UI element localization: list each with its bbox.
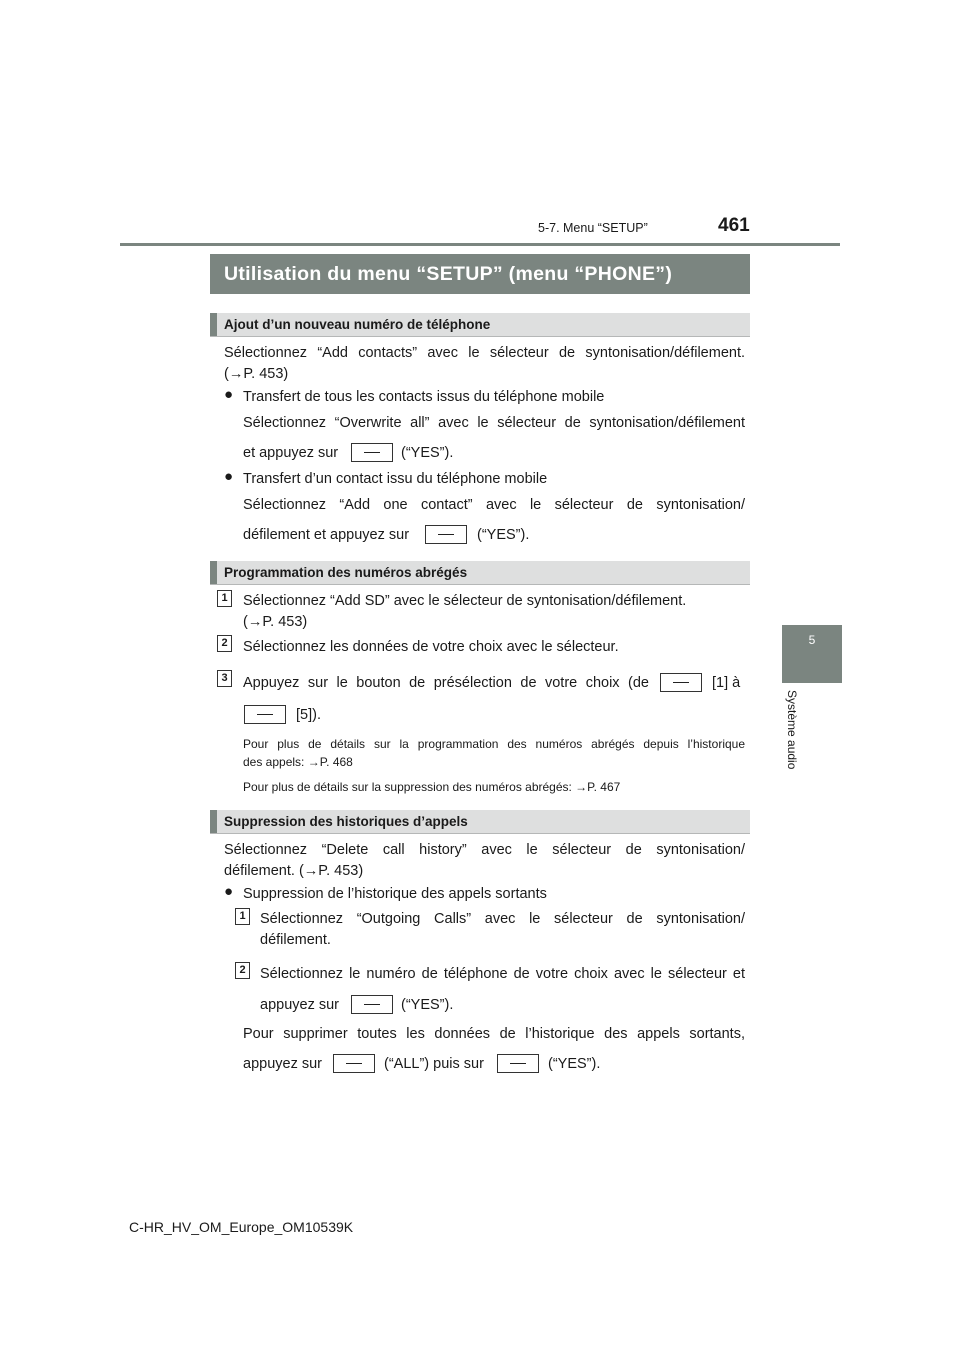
step-number-icon: 3 xyxy=(217,670,232,687)
note-text: Pour plus de détails sur la programmation des numéros abrégés depuis l’historique xyxy=(243,737,745,751)
paragraph: Sélectionnez “Overwrite all” avec le sélecteur de syntonisation/défilement xyxy=(243,415,745,431)
dash-button-icon xyxy=(660,673,702,692)
step-text: Sélectionnez les données de votre choix avec le sélecteur. xyxy=(243,639,619,655)
bullet-icon: ● xyxy=(224,883,234,900)
paragraph: appuyez sur xyxy=(243,1056,322,1072)
step-text: défilement. xyxy=(260,932,331,948)
step-text: appuyez sur xyxy=(260,997,339,1013)
step-number-icon: 2 xyxy=(235,962,250,979)
dash-button-icon xyxy=(333,1054,375,1073)
chapter-tab xyxy=(782,625,842,683)
step-text: [1] à xyxy=(712,675,741,691)
paragraph: Sélectionnez “Delete call history” avec le sélecteur de syntonisation/ xyxy=(224,842,745,858)
dash-button-icon xyxy=(425,525,467,544)
step-text: [5]). xyxy=(296,707,321,723)
bullet-title: Transfert d’un contact issu du téléphone mobile xyxy=(243,471,548,487)
step-text: Appuyez sur le bouton de présélection de votre choix (de xyxy=(243,675,649,691)
dash-button-icon xyxy=(497,1054,539,1073)
page-reference: défilement. (→P. 453) xyxy=(224,863,364,879)
note-text: des appels: →P. 468 xyxy=(243,755,353,769)
page-number: 461 xyxy=(718,215,750,236)
chapter-number: 5 xyxy=(808,633,816,647)
bullet-icon: ● xyxy=(224,386,234,403)
bullet-title: Transfert de tous les contacts issus du téléphone mobile xyxy=(243,389,605,405)
dash-button-icon xyxy=(244,705,286,724)
paragraph: Sélectionnez “Add one contact” avec le sélecteur de syntonisation/ xyxy=(243,497,745,513)
note-text: Pour plus de détails sur la suppression des numéros abrégés: →P. 467 xyxy=(243,780,621,794)
paragraph: (“YES”). xyxy=(401,445,454,461)
step-text: Sélectionnez le numéro de téléphone de votre choix avec le sélecteur et xyxy=(260,966,745,982)
step-text: Sélectionnez “Outgoing Calls” avec le sélecteur de syntonisation/ xyxy=(260,911,745,927)
step-text: Sélectionnez “Add SD” avec le sélecteur de syntonisation/défilement. xyxy=(243,593,687,609)
dash-button-icon xyxy=(351,995,393,1014)
step-number-icon: 2 xyxy=(217,635,232,652)
section-title: Utilisation du menu “SETUP” (menu “PHONE”) xyxy=(210,254,750,294)
paragraph: Sélectionnez “Add contacts” avec le sélecteur de syntonisation/défilement. xyxy=(224,345,745,361)
paragraph: (“ALL”) puis sur xyxy=(384,1056,484,1072)
step-number-icon: 1 xyxy=(235,908,250,925)
subsection-heading-add-number: Ajout d’un nouveau numéro de téléphone xyxy=(210,313,750,337)
step-number-icon: 1 xyxy=(217,590,232,607)
dash-button-icon xyxy=(351,443,393,462)
header-rule xyxy=(120,243,840,246)
bullet-icon: ● xyxy=(224,468,234,485)
step-text: (“YES”). xyxy=(401,997,454,1013)
paragraph: défilement et appuyez sur xyxy=(243,527,410,543)
bullet-title: Suppression de l’historique des appels sortants xyxy=(243,886,547,902)
subsection-heading-speed-dial: Programmation des numéros abrégés xyxy=(210,561,750,585)
paragraph: (“YES”). xyxy=(548,1056,601,1072)
chapter-label-text: Système audio xyxy=(785,690,799,770)
chapter-label xyxy=(771,690,811,780)
paragraph: Pour supprimer toutes les données de l’historique des appels sortants, xyxy=(243,1026,745,1042)
page-reference: (→P. 453) xyxy=(224,366,289,382)
page-reference: (→P. 453) xyxy=(243,614,308,630)
paragraph: (“YES”). xyxy=(477,527,530,543)
document-code: C-HR_HV_OM_Europe_OM10539K xyxy=(129,1219,354,1235)
paragraph: et appuyez sur xyxy=(243,445,339,461)
subsection-heading-delete-history: Suppression des historiques d’appels xyxy=(210,810,750,834)
breadcrumb: 5-7. Menu “SETUP” xyxy=(538,221,648,235)
